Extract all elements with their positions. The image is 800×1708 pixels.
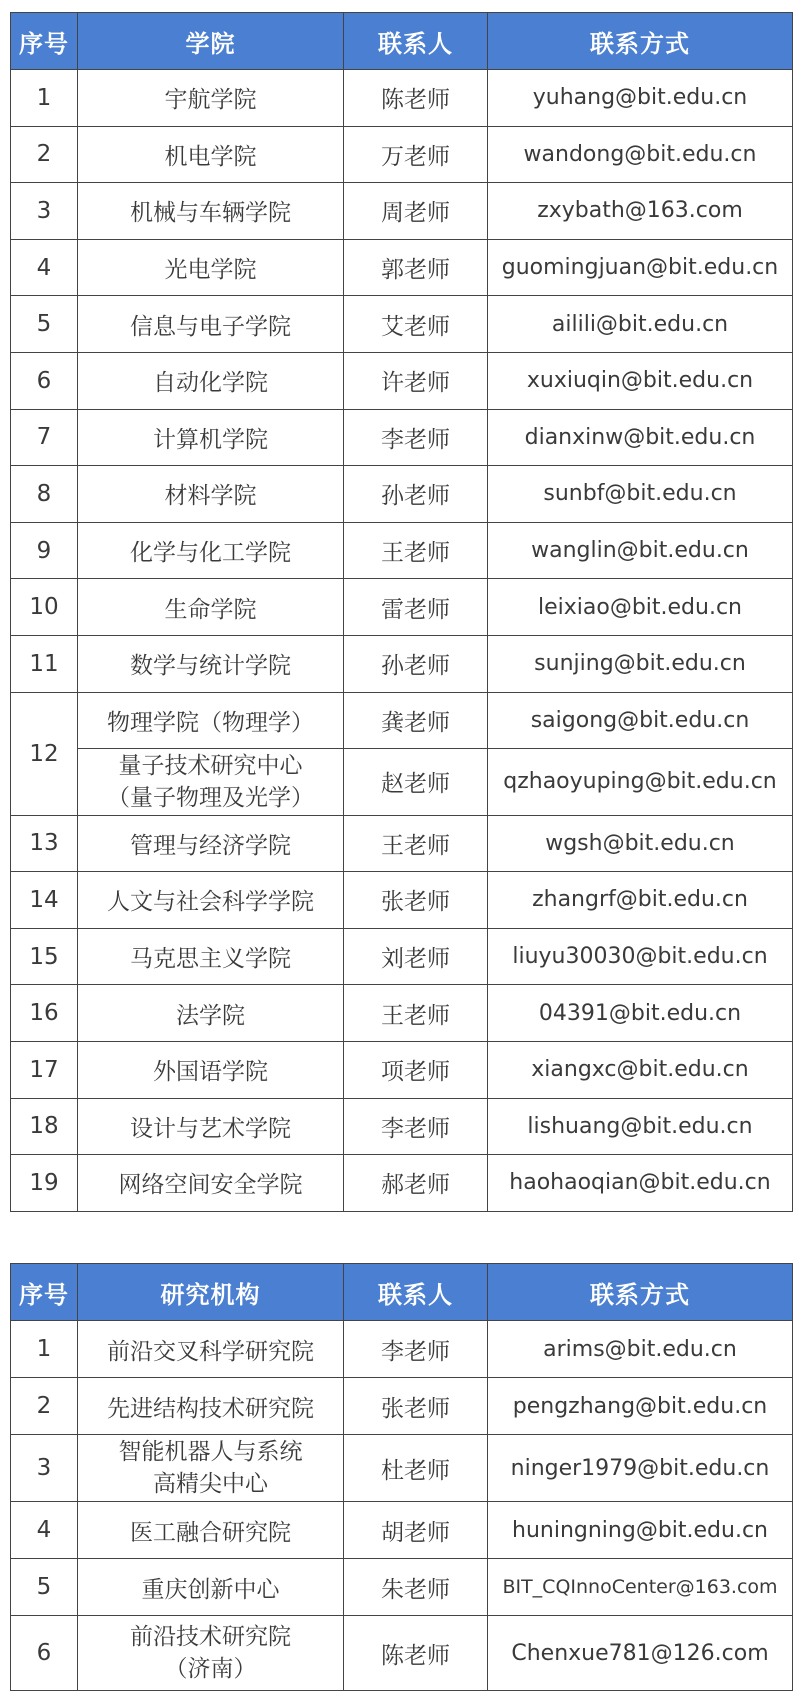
row-email[interactable]: xiangxc@bit.edu.cn bbox=[488, 1041, 793, 1098]
row-email[interactable]: lishuang@bit.edu.cn bbox=[488, 1098, 793, 1155]
row-index: 13 bbox=[11, 815, 78, 872]
row-contact: 项老师 bbox=[344, 1041, 488, 1098]
row-email[interactable]: Chenxue781@126.com bbox=[488, 1616, 793, 1691]
row-contact: 李老师 bbox=[344, 1098, 488, 1155]
table-row bbox=[11, 692, 793, 748]
header-contact: 联系人 bbox=[344, 1264, 488, 1321]
row-email[interactable]: guomingjuan@bit.edu.cn bbox=[488, 239, 793, 296]
row-college-line1: 量子技术研究中心 bbox=[118, 752, 303, 779]
row-contact: 孙老师 bbox=[344, 466, 488, 523]
row-index: 4 bbox=[11, 1502, 78, 1559]
header-college: 学院 bbox=[78, 13, 344, 70]
institute-contact-table bbox=[10, 1263, 793, 1691]
row-college: 管理与经济学院 bbox=[78, 815, 344, 872]
row-college: 计算机学院 bbox=[78, 409, 344, 466]
row-index: 8 bbox=[11, 466, 78, 523]
row-email[interactable]: sunbf@bit.edu.cn bbox=[488, 466, 793, 523]
table-row bbox=[11, 1321, 793, 1378]
row-email[interactable]: dianxinw@bit.edu.cn bbox=[488, 409, 793, 466]
row-email[interactable]: ninger1979@bit.edu.cn bbox=[488, 1435, 793, 1502]
row-index: 10 bbox=[11, 579, 78, 636]
row-institute bbox=[78, 1435, 344, 1502]
header-index: 序号 bbox=[11, 1264, 78, 1321]
row-index: 19 bbox=[11, 1155, 78, 1212]
row-institute-line1: 智能机器人与系统 bbox=[118, 1439, 303, 1465]
row-index: 14 bbox=[11, 872, 78, 929]
table-row bbox=[11, 815, 793, 872]
row-contact: 王老师 bbox=[344, 522, 488, 579]
row-college: 人文与社会科学学院 bbox=[78, 872, 344, 929]
row-email[interactable]: wanglin@bit.edu.cn bbox=[488, 522, 793, 579]
row-index: 18 bbox=[11, 1098, 78, 1155]
table-row bbox=[11, 1502, 793, 1559]
row-email[interactable]: arims@bit.edu.cn bbox=[488, 1321, 793, 1378]
row-email[interactable]: saigong@bit.edu.cn bbox=[488, 692, 793, 748]
row-college: 自动化学院 bbox=[78, 352, 344, 409]
row-email[interactable]: xuxiuqin@bit.edu.cn bbox=[488, 352, 793, 409]
row-college bbox=[78, 748, 344, 815]
row-college: 设计与艺术学院 bbox=[78, 1098, 344, 1155]
row-contact: 雷老师 bbox=[344, 579, 488, 636]
row-contact: 李老师 bbox=[344, 1321, 488, 1378]
row-index: 3 bbox=[11, 1435, 78, 1502]
table-row bbox=[11, 1041, 793, 1098]
row-email[interactable]: BIT_CQInnoCenter@163.com bbox=[488, 1559, 793, 1616]
row-contact: 张老师 bbox=[344, 872, 488, 929]
row-email[interactable]: pengzhang@bit.edu.cn bbox=[488, 1378, 793, 1435]
row-institute: 重庆创新中心 bbox=[78, 1559, 344, 1616]
row-email[interactable]: yuhang@bit.edu.cn bbox=[488, 70, 793, 127]
table-row bbox=[11, 522, 793, 579]
row-institute: 前沿交叉科学研究院 bbox=[78, 1321, 344, 1378]
row-index: 4 bbox=[11, 239, 78, 296]
table-row bbox=[11, 183, 793, 240]
table-row bbox=[11, 928, 793, 985]
table-row bbox=[11, 748, 793, 815]
row-college: 化学与化工学院 bbox=[78, 522, 344, 579]
row-email[interactable]: wgsh@bit.edu.cn bbox=[488, 815, 793, 872]
row-index: 7 bbox=[11, 409, 78, 466]
table-row bbox=[11, 352, 793, 409]
row-contact: 刘老师 bbox=[344, 928, 488, 985]
row-email[interactable]: zxybath@163.com bbox=[488, 183, 793, 240]
row-institute bbox=[78, 1616, 344, 1691]
row-contact: 龚老师 bbox=[344, 692, 488, 748]
row-college: 信息与电子学院 bbox=[78, 296, 344, 353]
row-index: 9 bbox=[11, 522, 78, 579]
college-contact-table bbox=[10, 12, 793, 1212]
row-institute-line2: 高精尖中心 bbox=[153, 1471, 268, 1497]
row-contact: 朱老师 bbox=[344, 1559, 488, 1616]
row-index: 15 bbox=[11, 928, 78, 985]
row-institute: 先进结构技术研究院 bbox=[78, 1378, 344, 1435]
row-index: 3 bbox=[11, 183, 78, 240]
row-index: 1 bbox=[11, 1321, 78, 1378]
row-email[interactable]: liuyu30030@bit.edu.cn bbox=[488, 928, 793, 985]
row-index: 12 bbox=[11, 692, 78, 815]
table-row bbox=[11, 126, 793, 183]
row-contact: 李老师 bbox=[344, 409, 488, 466]
table-row bbox=[11, 409, 793, 466]
row-college: 外国语学院 bbox=[78, 1041, 344, 1098]
row-college-line2: （量子物理及光学） bbox=[107, 784, 314, 811]
table-row bbox=[11, 239, 793, 296]
row-college: 机械与车辆学院 bbox=[78, 183, 344, 240]
row-email[interactable]: sunjing@bit.edu.cn bbox=[488, 635, 793, 692]
row-index: 16 bbox=[11, 985, 78, 1042]
row-index: 11 bbox=[11, 635, 78, 692]
row-email[interactable]: ailili@bit.edu.cn bbox=[488, 296, 793, 353]
table-row bbox=[11, 1378, 793, 1435]
table-row bbox=[11, 296, 793, 353]
row-contact: 赵老师 bbox=[344, 748, 488, 815]
row-email[interactable]: leixiao@bit.edu.cn bbox=[488, 579, 793, 636]
row-email[interactable]: qzhaoyuping@bit.edu.cn bbox=[488, 748, 793, 815]
row-contact: 万老师 bbox=[344, 126, 488, 183]
header-index: 序号 bbox=[11, 13, 78, 70]
table-row bbox=[11, 1435, 793, 1502]
row-index: 1 bbox=[11, 70, 78, 127]
row-college: 网络空间安全学院 bbox=[78, 1155, 344, 1212]
row-college: 宇航学院 bbox=[78, 70, 344, 127]
table-row bbox=[11, 579, 793, 636]
row-index: 2 bbox=[11, 1378, 78, 1435]
table-row bbox=[11, 1098, 793, 1155]
row-contact: 孙老师 bbox=[344, 635, 488, 692]
row-institute: 医工融合研究院 bbox=[78, 1502, 344, 1559]
table-row bbox=[11, 635, 793, 692]
row-college: 材料学院 bbox=[78, 466, 344, 523]
table-header-row bbox=[11, 13, 793, 70]
row-contact: 胡老师 bbox=[344, 1502, 488, 1559]
row-email[interactable]: zhangrf@bit.edu.cn bbox=[488, 872, 793, 929]
row-institute-line1: 前沿技术研究院 bbox=[130, 1624, 291, 1650]
row-college: 物理学院（物理学） bbox=[78, 692, 344, 748]
row-index: 6 bbox=[11, 352, 78, 409]
header-institute: 研究机构 bbox=[78, 1264, 344, 1321]
table-row bbox=[11, 1559, 793, 1616]
row-college: 机电学院 bbox=[78, 126, 344, 183]
table-row bbox=[11, 985, 793, 1042]
row-contact: 王老师 bbox=[344, 985, 488, 1042]
header-contact: 联系人 bbox=[344, 13, 488, 70]
row-contact: 陈老师 bbox=[344, 1616, 488, 1691]
header-email: 联系方式 bbox=[488, 1264, 793, 1321]
row-college: 光电学院 bbox=[78, 239, 344, 296]
row-email[interactable]: 04391@bit.edu.cn bbox=[488, 985, 793, 1042]
table-header-row bbox=[11, 1264, 793, 1321]
row-contact: 杜老师 bbox=[344, 1435, 488, 1502]
row-index: 6 bbox=[11, 1616, 78, 1691]
table-row bbox=[11, 872, 793, 929]
row-college: 生命学院 bbox=[78, 579, 344, 636]
row-institute-line2: （济南） bbox=[164, 1656, 257, 1682]
header-email: 联系方式 bbox=[488, 13, 793, 70]
table-row bbox=[11, 1616, 793, 1691]
row-contact: 郭老师 bbox=[344, 239, 488, 296]
row-index: 17 bbox=[11, 1041, 78, 1098]
table-row bbox=[11, 1155, 793, 1212]
table-row bbox=[11, 466, 793, 523]
row-contact: 郝老师 bbox=[344, 1155, 488, 1212]
row-college: 数学与统计学院 bbox=[78, 635, 344, 692]
row-contact: 艾老师 bbox=[344, 296, 488, 353]
row-college: 马克思主义学院 bbox=[78, 928, 344, 985]
row-contact: 张老师 bbox=[344, 1378, 488, 1435]
row-email[interactable]: huningning@bit.edu.cn bbox=[488, 1502, 793, 1559]
row-contact: 许老师 bbox=[344, 352, 488, 409]
row-index: 5 bbox=[11, 1559, 78, 1616]
row-contact: 周老师 bbox=[344, 183, 488, 240]
row-email[interactable]: wandong@bit.edu.cn bbox=[488, 126, 793, 183]
row-index: 5 bbox=[11, 296, 78, 353]
row-college: 法学院 bbox=[78, 985, 344, 1042]
row-index: 2 bbox=[11, 126, 78, 183]
row-email[interactable]: haohaoqian@bit.edu.cn bbox=[488, 1155, 793, 1212]
row-contact: 王老师 bbox=[344, 815, 488, 872]
table-row bbox=[11, 70, 793, 127]
row-contact: 陈老师 bbox=[344, 70, 488, 127]
